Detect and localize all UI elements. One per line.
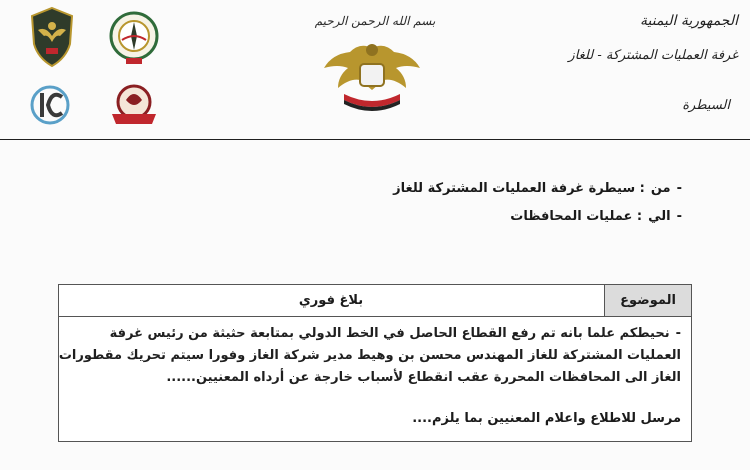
body-line: الغاز الى المحافظات المحررة عقب انقطاع لأسباب خارجة عن أرداه المعنيين...... <box>166 370 681 385</box>
subject-box <box>58 284 692 442</box>
to-label: الي <box>648 209 671 224</box>
bullet-dash: - <box>676 181 682 196</box>
red-emblem-logo <box>108 80 160 128</box>
from-label: من <box>650 181 671 196</box>
from-value: سيطرة غرفة العمليات المشتركة للغاز <box>393 181 636 196</box>
subject-label: الموضوع <box>604 285 691 316</box>
to-line <box>510 209 682 224</box>
military-emblem-logo <box>108 6 160 68</box>
colon: : <box>635 181 645 196</box>
subject-header-row <box>59 285 691 317</box>
eagle-emblem-logo <box>28 6 76 68</box>
from-line <box>393 181 682 196</box>
operations-room-heading: غرفة العمليات المشتركة - للغاز <box>568 48 738 63</box>
bullet-dash: - <box>676 209 682 224</box>
ic-logo <box>28 80 72 130</box>
basmala-text: بسم الله الرحمن الرحيم <box>314 14 436 28</box>
body-line: -نحيطكم علما بانه تم رفع القطاع الحاصل في الخط الدولي بمتابعة حثيثة من رئيس غرفة <box>109 326 681 341</box>
colon: : <box>632 209 643 224</box>
closing-line: مرسل للاطلاع واعلام المعنيين بما يلزم.... <box>412 411 681 426</box>
country-heading: الجمهورية اليمنية <box>639 13 738 29</box>
to-value: عمليات المحافظات <box>510 209 633 224</box>
yemen-national-emblem <box>320 38 424 112</box>
header-divider <box>0 139 750 140</box>
subject-title: بلاغ فوري <box>298 293 364 308</box>
subject-body <box>58 323 681 389</box>
body-line: العمليات المشتركة للغاز المهندس محسن بن وهيط مدير شركة الغاز وفورا سيتم تحريك مقطورات <box>58 348 681 363</box>
control-heading: السيطرة <box>682 98 730 113</box>
